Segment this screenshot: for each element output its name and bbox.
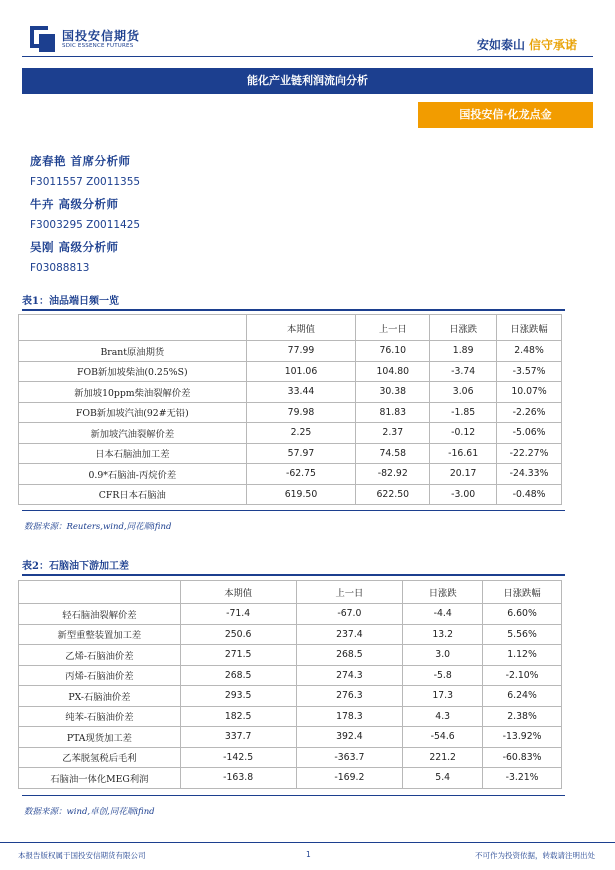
table-cell: 3.0 <box>403 645 483 666</box>
header-divider <box>22 56 593 57</box>
table-cell: -3.57% <box>497 361 562 382</box>
table-cell: 13.2 <box>403 624 483 645</box>
table-cell: -0.12 <box>430 423 497 444</box>
column-header: 日涨跌幅 <box>497 315 562 341</box>
analyst-name: 吴刚 高级分析师 <box>30 240 119 254</box>
table-cell: 271.5 <box>180 645 296 666</box>
table-cell: 250.6 <box>180 624 296 645</box>
table-cell: 1.12% <box>483 645 562 666</box>
logo-mark-icon <box>30 26 56 52</box>
table-cell: 20.17 <box>430 464 497 485</box>
table-cell: 81.83 <box>356 402 430 423</box>
row-label: 新加坡10ppm柴油裂解价差 <box>19 382 247 403</box>
table-cell: -22.27% <box>497 443 562 464</box>
logo-name-cn: 国投安信期货 <box>62 28 141 43</box>
table-cell: 104.80 <box>356 361 430 382</box>
footer-divider <box>0 842 615 843</box>
row-label: FOB新加坡汽油(92#无铅) <box>19 402 247 423</box>
table-cell: -82.92 <box>356 464 430 485</box>
table-row <box>19 382 562 403</box>
table-cell: 221.2 <box>403 747 483 768</box>
table-cell: -67.0 <box>296 604 403 625</box>
row-label: 纯苯-石脑油价差 <box>19 706 181 727</box>
slogan <box>477 36 577 53</box>
analyst-license-id: F3011557 Z0011355 <box>30 176 141 188</box>
table2-source: 数据来源：wind,卓创,同花顺ifind <box>24 807 155 817</box>
row-label: PX-石脑油价差 <box>19 686 181 707</box>
table1-title: 表1：油品端日频一览 <box>22 296 119 307</box>
table-cell: -71.4 <box>180 604 296 625</box>
table-cell: 276.3 <box>296 686 403 707</box>
table-cell: 274.3 <box>296 665 403 686</box>
table-cell: 76.10 <box>356 341 430 362</box>
slogan-part-1: 安如泰山 <box>476 38 525 52</box>
footer-disclaimer: 不可作为投资依据，转载请注明出处 <box>475 851 595 860</box>
column-header: 日涨跌 <box>430 315 497 341</box>
table-row <box>19 706 562 727</box>
table-cell: -163.8 <box>180 768 296 789</box>
table-cell: 619.50 <box>246 484 356 505</box>
table2-bottom-rule <box>22 795 565 796</box>
row-label: CFR日本石脑油 <box>19 484 247 505</box>
table-cell: 293.5 <box>180 686 296 707</box>
table-cell: -54.6 <box>403 727 483 748</box>
company-logo <box>30 26 140 52</box>
analyst-list <box>30 150 140 279</box>
brand-badge: 国投安信·化龙点金 <box>418 102 593 128</box>
row-label: 日本石脑油加工差 <box>19 443 247 464</box>
row-label: 轻石脑油裂解价差 <box>19 604 181 625</box>
table1-top-rule <box>22 309 565 311</box>
table-cell: 33.44 <box>246 382 356 403</box>
table-cell: 337.7 <box>180 727 296 748</box>
table-cell: 5.4 <box>403 768 483 789</box>
table-cell: -169.2 <box>296 768 403 789</box>
table-cell: 10.07% <box>497 382 562 403</box>
table-cell: -62.75 <box>246 464 356 485</box>
table-row <box>19 484 562 505</box>
table-row <box>19 464 562 485</box>
table-cell: -16.61 <box>430 443 497 464</box>
table-cell: 268.5 <box>296 645 403 666</box>
table1-source: 数据来源：Reuters,wind,同花顺ifind <box>24 522 172 532</box>
table-cell: 17.3 <box>403 686 483 707</box>
table-header-row <box>19 315 562 341</box>
table-cell: 77.99 <box>246 341 356 362</box>
row-label: Brant原油期货 <box>19 341 247 362</box>
table-header-row <box>19 581 562 604</box>
table-row <box>19 768 562 789</box>
footer-copyright: 本报告版权属于国投安信期货有限公司 <box>18 851 146 860</box>
table-row <box>19 624 562 645</box>
table-cell: 74.58 <box>356 443 430 464</box>
logo-name-en: SDIC ESSENCE FUTURES <box>62 42 134 49</box>
table2-title: 表2：石脑油下游加工差 <box>22 561 129 572</box>
table-cell: -4.4 <box>403 604 483 625</box>
column-header: 上一日 <box>356 315 430 341</box>
row-label: 新型重整装置加工差 <box>19 624 181 645</box>
table-cell: -2.26% <box>497 402 562 423</box>
table-cell: 6.60% <box>483 604 562 625</box>
column-header <box>19 315 247 341</box>
table-cell: -363.7 <box>296 747 403 768</box>
table-row <box>19 665 562 686</box>
table-cell: 30.38 <box>356 382 430 403</box>
table-cell: 6.24% <box>483 686 562 707</box>
table-cell: -5.8 <box>403 665 483 686</box>
table-cell: 4.3 <box>403 706 483 727</box>
row-label: 乙烯-石脑油价差 <box>19 645 181 666</box>
table-cell: -60.83% <box>483 747 562 768</box>
row-label: FOB新加坡柴油(0.25%S) <box>19 361 247 382</box>
row-label: 乙苯脱氢税后毛利 <box>19 747 181 768</box>
table-cell: -1.85 <box>430 402 497 423</box>
table-cell: 101.06 <box>246 361 356 382</box>
table-cell: 2.25 <box>246 423 356 444</box>
oil-daily-table <box>18 314 562 505</box>
table-row <box>19 423 562 444</box>
table-cell: 2.38% <box>483 706 562 727</box>
table-cell: 57.97 <box>246 443 356 464</box>
column-header <box>19 581 181 604</box>
analyst-name: 牛卉 高级分析师 <box>30 197 119 211</box>
row-label: PTA现货加工差 <box>19 727 181 748</box>
table-cell: 1.89 <box>430 341 497 362</box>
table-cell: -3.21% <box>483 768 562 789</box>
table-row <box>19 747 562 768</box>
table-row <box>19 686 562 707</box>
table2-top-rule <box>22 574 565 576</box>
table-cell: -2.10% <box>483 665 562 686</box>
table-row <box>19 727 562 748</box>
table-cell: 622.50 <box>356 484 430 505</box>
table-cell: -5.06% <box>497 423 562 444</box>
table-cell: -0.48% <box>497 484 562 505</box>
table-cell: -24.33% <box>497 464 562 485</box>
table-cell: -3.00 <box>430 484 497 505</box>
column-header: 上一日 <box>296 581 403 604</box>
table-cell: 2.48% <box>497 341 562 362</box>
table-cell: 3.06 <box>430 382 497 403</box>
slogan-part-2: 信守承诺 <box>528 38 577 52</box>
table-cell: 2.37 <box>356 423 430 444</box>
row-label: 石脑油一体化MEG利润 <box>19 768 181 789</box>
table-cell: 392.4 <box>296 727 403 748</box>
table-cell: -13.92% <box>483 727 562 748</box>
row-label: 丙烯-石脑油价差 <box>19 665 181 686</box>
table-cell: 5.56% <box>483 624 562 645</box>
table-row <box>19 402 562 423</box>
column-header: 本期值 <box>180 581 296 604</box>
table-cell: -3.74 <box>430 361 497 382</box>
table1-bottom-rule <box>22 510 565 511</box>
table-row <box>19 645 562 666</box>
table-cell: 268.5 <box>180 665 296 686</box>
table-row <box>19 443 562 464</box>
table-row <box>19 341 562 362</box>
table-cell: 178.3 <box>296 706 403 727</box>
table-cell: 182.5 <box>180 706 296 727</box>
table-cell: 79.98 <box>246 402 356 423</box>
column-header: 日涨跌幅 <box>483 581 562 604</box>
analyst-name: 庞春艳 首席分析师 <box>30 154 131 168</box>
row-label: 新加坡汽油裂解价差 <box>19 423 247 444</box>
table-row <box>19 361 562 382</box>
naphtha-downstream-table <box>18 580 562 789</box>
report-title: 能化产业链利润流向分析 <box>22 68 593 94</box>
table-cell: -142.5 <box>180 747 296 768</box>
row-label: 0.9*石脑油-丙烷价差 <box>19 464 247 485</box>
table-cell: 237.4 <box>296 624 403 645</box>
column-header: 本期值 <box>246 315 356 341</box>
analyst-license-id: F3003295 Z0011425 <box>30 219 141 231</box>
page-number: 1 <box>306 850 311 859</box>
analyst-license-id: F03088813 <box>30 262 90 274</box>
table-row <box>19 604 562 625</box>
column-header: 日涨跌 <box>403 581 483 604</box>
